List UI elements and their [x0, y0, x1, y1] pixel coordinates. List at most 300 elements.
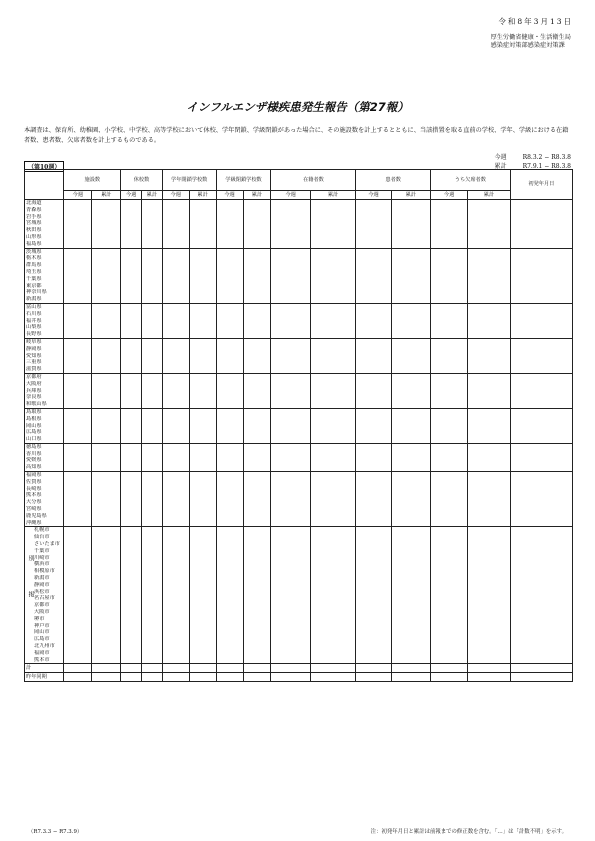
value-cell [64, 499, 92, 506]
table-row [25, 629, 573, 636]
value-cell [216, 506, 243, 513]
value-cell [216, 248, 243, 255]
row-label: 福岡市 [25, 650, 64, 657]
value-cell [391, 366, 430, 373]
row-label: 宮城県 [25, 220, 64, 227]
value-cell [243, 318, 271, 325]
value-cell [243, 673, 271, 682]
table-row [25, 436, 573, 443]
value-cell [92, 492, 121, 499]
value-cell [356, 673, 391, 682]
value-cell [391, 381, 430, 388]
value-cell [142, 234, 163, 241]
row-label: 鹿児島県 [25, 513, 64, 520]
value-cell [510, 520, 572, 527]
value-cell [92, 401, 121, 408]
value-cell [189, 318, 216, 325]
value-cell [271, 373, 310, 380]
value-cell [243, 541, 271, 548]
value-cell [391, 262, 430, 269]
value-cell [121, 643, 142, 650]
value-cell [92, 276, 121, 283]
value-cell [430, 248, 467, 255]
value-cell [430, 479, 467, 486]
value-cell [510, 289, 572, 296]
value-cell [356, 616, 391, 623]
row-label: 計 [25, 664, 64, 673]
value-cell [142, 582, 163, 589]
value-cell [356, 486, 391, 493]
value-cell [391, 443, 430, 450]
value-cell [271, 248, 310, 255]
value-cell [189, 276, 216, 283]
value-cell [142, 436, 163, 443]
value-cell [430, 623, 467, 630]
value-cell [216, 394, 243, 401]
value-cell [468, 331, 510, 338]
value-cell [189, 527, 216, 534]
value-cell [216, 541, 243, 548]
table-row [25, 416, 573, 423]
value-cell [310, 534, 356, 541]
value-cell [64, 324, 92, 331]
value-cell [468, 429, 510, 436]
value-cell [162, 401, 189, 408]
value-cell [510, 555, 572, 562]
value-cell [510, 506, 572, 513]
value-cell [391, 541, 430, 548]
value-cell [356, 443, 391, 450]
value-cell [356, 561, 391, 568]
value-cell [64, 388, 92, 395]
value-cell [468, 486, 510, 493]
value-cell [162, 472, 189, 479]
value-cell [216, 416, 243, 423]
table-row [25, 423, 573, 430]
value-cell [216, 234, 243, 241]
row-label: 仙台市 [25, 534, 64, 541]
value-cell [356, 296, 391, 303]
value-cell [121, 200, 142, 207]
value-cell [310, 602, 356, 609]
row-label: 静岡県 [25, 346, 64, 353]
value-cell [391, 394, 430, 401]
value-cell [64, 527, 92, 534]
value-cell [216, 359, 243, 366]
value-cell [271, 408, 310, 415]
value-cell [142, 311, 163, 318]
row-label: 京都府 [25, 373, 64, 380]
value-cell [121, 457, 142, 464]
value-cell [64, 486, 92, 493]
value-cell [142, 623, 163, 630]
intro-text: 本調査は、保育所、幼稚園、小学校、中学校、高等学校において休校、学年閉鎖、学級閉鎖があった場合に、その施設数を計上するとともに、当該措置を取る直前の学校、学年、学級における在籍者数、患者数、欠席者数を計上するものである。 [24, 127, 569, 144]
value-cell [189, 506, 216, 513]
value-cell [391, 408, 430, 415]
value-cell [356, 276, 391, 283]
value-cell [64, 207, 92, 214]
value-cell [271, 602, 310, 609]
value-cell [92, 548, 121, 555]
value-cell [510, 220, 572, 227]
row-label: 北海道 [25, 200, 64, 207]
value-cell [92, 220, 121, 227]
value-cell [510, 561, 572, 568]
value-cell [243, 664, 271, 673]
value-cell [142, 200, 163, 207]
value-cell [356, 234, 391, 241]
value-cell [468, 520, 510, 527]
value-cell [391, 311, 430, 318]
value-cell [510, 616, 572, 623]
value-cell [64, 561, 92, 568]
value-cell [92, 568, 121, 575]
value-cell [162, 436, 189, 443]
table-row [25, 227, 573, 234]
value-cell [216, 513, 243, 520]
value-cell [121, 520, 142, 527]
table-row [25, 582, 573, 589]
value-cell [216, 499, 243, 506]
value-cell [430, 664, 467, 673]
value-cell [243, 214, 271, 221]
value-cell [162, 331, 189, 338]
value-cell [356, 331, 391, 338]
value-cell [271, 311, 310, 318]
value-cell [510, 276, 572, 283]
dept-line-2: 感染症対策部感染症対策課 [490, 42, 565, 50]
value-cell [391, 296, 430, 303]
value-cell [121, 423, 142, 430]
value-cell [468, 214, 510, 221]
value-cell [510, 609, 572, 616]
footer-period: （R7.3.3 − R7.3.9） [28, 829, 83, 835]
value-cell [430, 527, 467, 534]
value-cell [310, 227, 356, 234]
value-cell [92, 479, 121, 486]
value-cell [189, 479, 216, 486]
outbreak-table [24, 169, 573, 682]
value-cell [356, 657, 391, 664]
value-cell [162, 643, 189, 650]
value-cell [162, 527, 189, 534]
value-cell [162, 623, 189, 630]
table-row [25, 401, 573, 408]
table-row [25, 408, 573, 415]
value-cell [243, 616, 271, 623]
value-cell [142, 443, 163, 450]
value-cell [64, 255, 92, 262]
table-row [25, 296, 573, 303]
value-cell [391, 472, 430, 479]
value-cell [142, 401, 163, 408]
value-cell [121, 650, 142, 657]
value-cell [356, 227, 391, 234]
table-row [25, 388, 573, 395]
value-cell [64, 303, 92, 310]
value-cell [310, 650, 356, 657]
value-cell [310, 436, 356, 443]
value-cell [356, 248, 391, 255]
value-cell [64, 479, 92, 486]
value-cell [391, 324, 430, 331]
value-cell [162, 464, 189, 471]
value-cell [310, 214, 356, 221]
table-row [25, 366, 573, 373]
value-cell [92, 346, 121, 353]
value-cell [64, 595, 92, 602]
value-cell [142, 664, 163, 673]
value-cell [189, 429, 216, 436]
value-cell [64, 589, 92, 596]
value-cell [430, 486, 467, 493]
value-cell [243, 255, 271, 262]
value-cell [310, 241, 356, 248]
value-cell [468, 568, 510, 575]
value-cell [189, 464, 216, 471]
value-cell [391, 436, 430, 443]
value-cell [142, 643, 163, 650]
value-cell [271, 657, 310, 664]
value-cell [162, 214, 189, 221]
table-row [25, 602, 573, 609]
value-cell [162, 561, 189, 568]
value-cell [310, 636, 356, 643]
value-cell [310, 346, 356, 353]
value-cell [468, 366, 510, 373]
value-cell [468, 555, 510, 562]
value-cell [189, 359, 216, 366]
value-cell [356, 623, 391, 630]
value-cell [391, 629, 430, 636]
value-cell [271, 227, 310, 234]
value-cell [243, 472, 271, 479]
value-cell [310, 609, 356, 616]
value-cell [391, 346, 430, 353]
value-cell [243, 283, 271, 290]
value-cell [468, 220, 510, 227]
value-cell [121, 394, 142, 401]
value-cell [121, 346, 142, 353]
value-cell [92, 443, 121, 450]
value-cell [243, 248, 271, 255]
value-cell [391, 401, 430, 408]
value-cell [92, 416, 121, 423]
table-row [25, 381, 573, 388]
value-cell [64, 548, 92, 555]
value-cell [468, 457, 510, 464]
value-cell [310, 401, 356, 408]
value-cell [92, 373, 121, 380]
table-row [25, 346, 573, 353]
value-cell [142, 541, 163, 548]
value-cell [121, 429, 142, 436]
row-label: 奈良県 [25, 394, 64, 401]
value-cell [271, 609, 310, 616]
value-cell [216, 220, 243, 227]
value-cell [468, 276, 510, 283]
value-cell [189, 289, 216, 296]
value-cell [510, 401, 572, 408]
value-cell [162, 262, 189, 269]
value-cell [510, 492, 572, 499]
table-row [25, 643, 573, 650]
value-cell [92, 602, 121, 609]
value-cell [162, 602, 189, 609]
value-cell [121, 609, 142, 616]
value-cell [243, 408, 271, 415]
value-cell [243, 486, 271, 493]
value-cell [430, 582, 467, 589]
value-cell [430, 338, 467, 345]
table-row [25, 373, 573, 380]
value-cell [64, 650, 92, 657]
value-cell [468, 506, 510, 513]
value-cell [510, 664, 572, 673]
value-cell [510, 513, 572, 520]
value-cell [468, 416, 510, 423]
value-cell [64, 429, 92, 436]
value-cell [92, 629, 121, 636]
value-cell [189, 373, 216, 380]
value-cell [310, 353, 356, 360]
value-cell [142, 499, 163, 506]
value-cell [216, 429, 243, 436]
value-cell [142, 318, 163, 325]
value-cell [468, 499, 510, 506]
value-cell [92, 457, 121, 464]
value-cell [271, 289, 310, 296]
value-cell [216, 636, 243, 643]
table-row [25, 479, 573, 486]
value-cell [243, 575, 271, 582]
value-cell [64, 353, 92, 360]
value-cell [310, 457, 356, 464]
value-cell [391, 303, 430, 310]
value-cell [510, 408, 572, 415]
value-cell [243, 499, 271, 506]
value-cell [121, 527, 142, 534]
value-cell [243, 359, 271, 366]
value-cell [92, 241, 121, 248]
value-cell [92, 214, 121, 221]
row-label: 東京都 [25, 283, 64, 290]
value-cell [310, 561, 356, 568]
value-cell [189, 388, 216, 395]
value-cell [92, 353, 121, 360]
value-cell [92, 359, 121, 366]
value-cell [216, 582, 243, 589]
value-cell [391, 602, 430, 609]
value-cell [64, 657, 92, 664]
table-row [25, 443, 573, 450]
value-cell [189, 214, 216, 221]
value-cell [430, 408, 467, 415]
value-cell [310, 311, 356, 318]
value-cell [189, 673, 216, 682]
value-cell [391, 248, 430, 255]
value-cell [510, 541, 572, 548]
value-cell [391, 269, 430, 276]
value-cell [64, 408, 92, 415]
value-cell [468, 561, 510, 568]
value-cell [162, 311, 189, 318]
value-cell [468, 289, 510, 296]
value-cell [356, 609, 391, 616]
value-cell [92, 527, 121, 534]
value-cell [271, 276, 310, 283]
value-cell [310, 359, 356, 366]
value-cell [310, 616, 356, 623]
value-cell [142, 575, 163, 582]
value-cell [64, 520, 92, 527]
value-cell [64, 248, 92, 255]
row-label: 石川県 [25, 311, 64, 318]
value-cell [121, 214, 142, 221]
value-cell [310, 373, 356, 380]
row-label: 神戸市 [25, 623, 64, 630]
table-row [25, 276, 573, 283]
value-cell [121, 269, 142, 276]
table-row [25, 207, 573, 214]
value-cell [142, 423, 163, 430]
value-cell [64, 359, 92, 366]
row-label: 札幌市 [25, 527, 64, 534]
value-cell [510, 499, 572, 506]
row-label: 富山県 [25, 303, 64, 310]
value-cell [92, 436, 121, 443]
value-cell [243, 520, 271, 527]
value-cell [64, 416, 92, 423]
value-cell [142, 331, 163, 338]
value-cell [121, 289, 142, 296]
value-cell [391, 595, 430, 602]
value-cell [92, 296, 121, 303]
value-cell [142, 359, 163, 366]
value-cell [510, 643, 572, 650]
value-cell [142, 227, 163, 234]
value-cell [64, 318, 92, 325]
table-row [25, 338, 573, 345]
value-cell [271, 394, 310, 401]
value-cell [310, 589, 356, 596]
value-cell [162, 582, 189, 589]
value-cell [243, 568, 271, 575]
table-row [25, 548, 573, 555]
value-cell [64, 616, 92, 623]
value-cell [310, 289, 356, 296]
row-label: 高知県 [25, 464, 64, 471]
value-cell [510, 324, 572, 331]
value-cell [121, 283, 142, 290]
value-cell [430, 359, 467, 366]
value-cell [162, 650, 189, 657]
value-cell [391, 506, 430, 513]
value-cell [121, 381, 142, 388]
value-cell [510, 582, 572, 589]
value-cell [121, 575, 142, 582]
value-cell [216, 451, 243, 458]
value-cell [121, 324, 142, 331]
value-cell [121, 262, 142, 269]
value-cell [468, 541, 510, 548]
value-cell [356, 401, 391, 408]
table-row [25, 200, 573, 207]
value-cell [64, 555, 92, 562]
value-cell [189, 241, 216, 248]
value-cell [142, 629, 163, 636]
value-cell [271, 643, 310, 650]
